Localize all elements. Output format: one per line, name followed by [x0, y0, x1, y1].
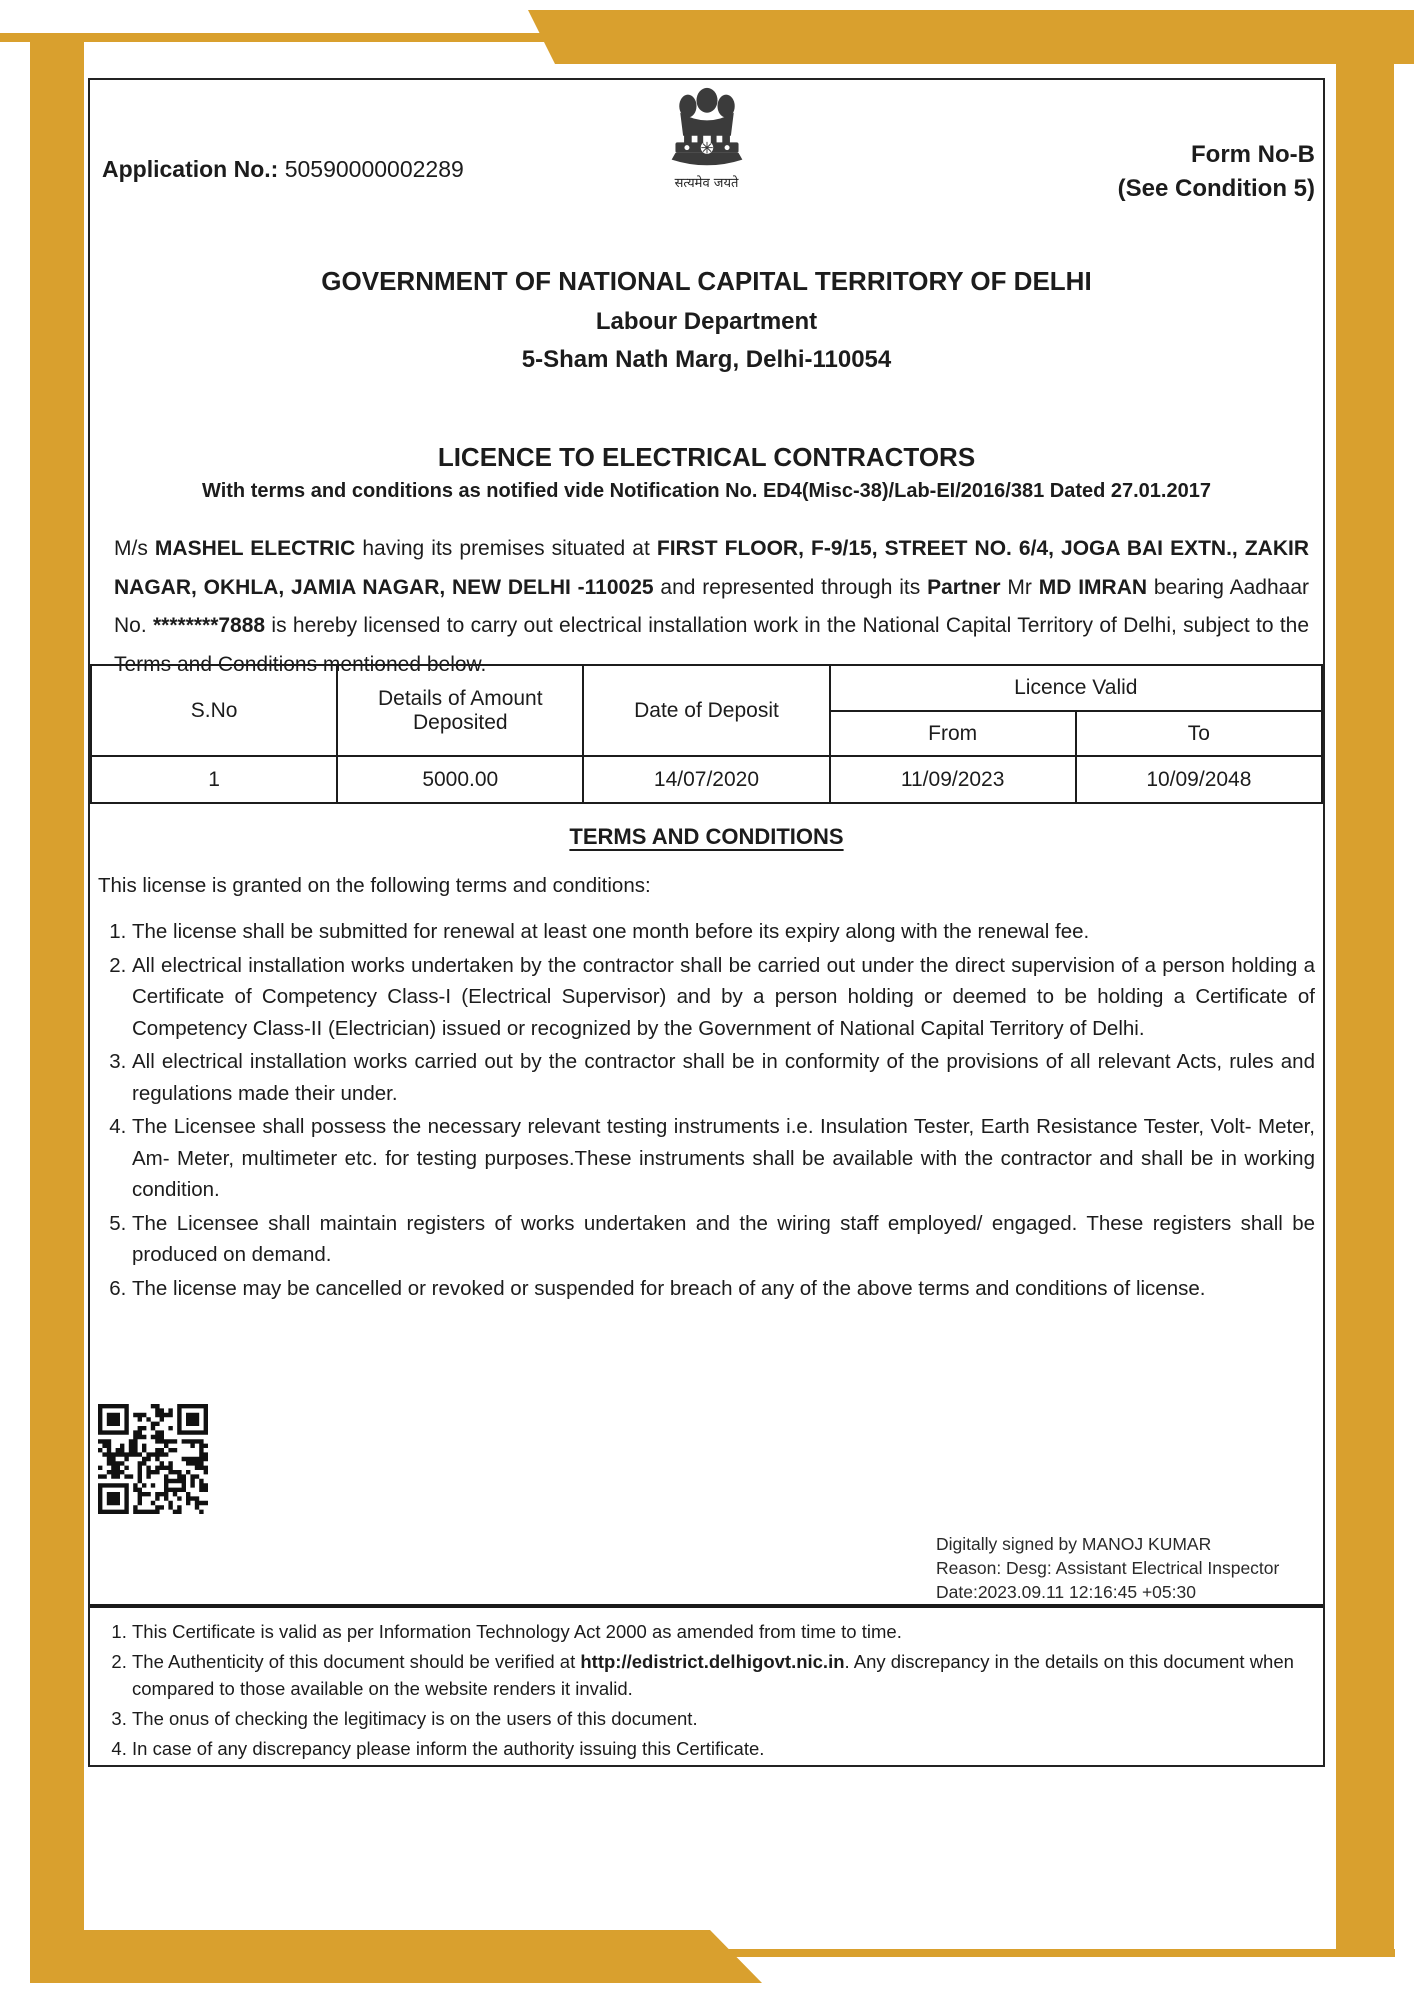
qr-code	[98, 1404, 208, 1514]
digital-signature	[936, 1532, 1279, 1604]
department-title: Labour Department	[595, 308, 818, 335]
col-header-from: From	[830, 711, 1076, 756]
deposit-table	[90, 664, 1323, 804]
frame-bottom-left-block	[30, 1930, 762, 1983]
signature-line-3: Date:2023.09.11 12:16:45 +05:30	[936, 1582, 1196, 1602]
col-header-valid: Licence Valid	[830, 665, 1322, 711]
signature-line-1: Digitally signed by MANOJ KUMAR	[936, 1534, 1212, 1554]
separator-line	[90, 1604, 1323, 1608]
list-item: 6. The license may be cancelled or revoked or suspended for breach of any of the above terms and conditions of license.	[132, 1273, 1315, 1305]
cell-to: 10/09/2048	[1076, 756, 1322, 803]
cell-amount: 5000.00	[337, 756, 583, 803]
col-header-amount: Details of Amount Deposited	[337, 665, 583, 756]
application-number-value: 50590000002289	[284, 156, 464, 182]
licence-intro-paragraph: M/s MASHEL ELECTRIC having its premises situated at FIRST FLOOR, F-9/15, STREET NO. 6/4, JOGA BAI EXTN., ZAKIR NAGAR, OKHLA, JAMIA NAGAR, NEW DELHI -110025 and represented through its Partner Mr MD IMRAN bearing Aadhaar No. ********7888 is hereby licensed to carry out electrical installation work in the National Capital Territory of Delhi, subject to the Terms and Conditions mentioned below.	[114, 537, 1310, 676]
government-title: GOVERNMENT OF NATIONAL CAPITAL TERRITORY OF DELHI	[321, 266, 1092, 296]
list-item: 4. The Licensee shall possess the necessary relevant testing instruments i.e. Insulation Tester, Earth Resistance Tester, Volt- Meter, Am- Meter, multimeter etc. for testing purposes.These instruments shall be available with the contractor and shall be in working condition.	[132, 1111, 1315, 1206]
frame-left-band	[30, 33, 84, 1983]
cell-date: 14/07/2020	[583, 756, 829, 803]
terms-list	[98, 916, 1315, 1306]
list-item: 1. The license shall be submitted for renewal at least one month before its expiry along with the renewal fee.	[132, 916, 1315, 948]
list-item: 3. The onus of checking the legitimacy is on the users of this document.	[132, 1705, 1315, 1732]
col-header-to: To	[1076, 711, 1322, 756]
licence-subtitle: With terms and conditions as notified vide Notification No. ED4(Misc-38)/Lab-EI/2016/381 Dated 27.01.2017	[202, 480, 1211, 502]
col-header-sno: S.No	[91, 665, 337, 756]
list-item: 2. The Authenticity of this document should be verified at http://edistrict.delhigovt.nic.in. Any discrepancy in the details on this document when compared to those available on the website renders it invalid.	[132, 1648, 1315, 1702]
list-item: 1. This Certificate is valid as per Information Technology Act 2000 as amended from time to time.	[132, 1618, 1315, 1645]
signature-line-2: Reason: Desg: Assistant Electrical Inspector	[936, 1558, 1280, 1578]
col-header-date: Date of Deposit	[583, 665, 829, 756]
form-number	[1118, 138, 1315, 206]
form-condition-line: (See Condition 5)	[1117, 175, 1315, 202]
list-item: 5. The Licensee shall maintain registers of works undertaken and the wiring staff employed/ engaged. These registers shall be produced on demand.	[132, 1208, 1315, 1271]
frame-top-right-block	[528, 10, 1414, 64]
emblem-caption: सत्यमेव जयते	[674, 176, 739, 191]
certificate-box	[88, 78, 1325, 1767]
table-row	[91, 756, 1322, 803]
list-item: 4. In case of any discrepancy please inform the authority issuing this Certificate.	[132, 1735, 1315, 1762]
terms-intro: This license is granted on the following terms and conditions:	[98, 874, 651, 897]
application-number-label: Application No.:	[102, 156, 279, 182]
frame-bottom-strip	[700, 1949, 1395, 1957]
licence-title: LICENCE TO ELECTRICAL CONTRACTORS	[437, 442, 976, 472]
form-number-line: Form No-B	[1191, 141, 1315, 168]
terms-heading: TERMS AND CONDITIONS	[569, 824, 844, 849]
list-item: 2. All electrical installation works undertaken by the contractor shall be carried out under the direct supervision of a person holding a Certificate of Competency Class-I (Electrical Supervisor) and by a person holding or deemed to be holding a Certificate of Competency Class-II (Electrician) issued or recognized by the Government of National Capital Territory of Delhi.	[132, 950, 1315, 1045]
cell-sno: 1	[91, 756, 337, 803]
footer-notes-list	[98, 1618, 1315, 1765]
cell-from: 11/09/2023	[830, 756, 1076, 803]
ashoka-lion-capital-icon	[659, 86, 755, 172]
frame-right-band	[1336, 10, 1394, 1957]
department-address: 5-Sham Nath Marg, Delhi-110054	[521, 346, 892, 373]
list-item: 3. All electrical installation works carried out by the contractor shall be in conformity of the provisions of all relevant Acts, rules and regulations made their under.	[132, 1046, 1315, 1109]
